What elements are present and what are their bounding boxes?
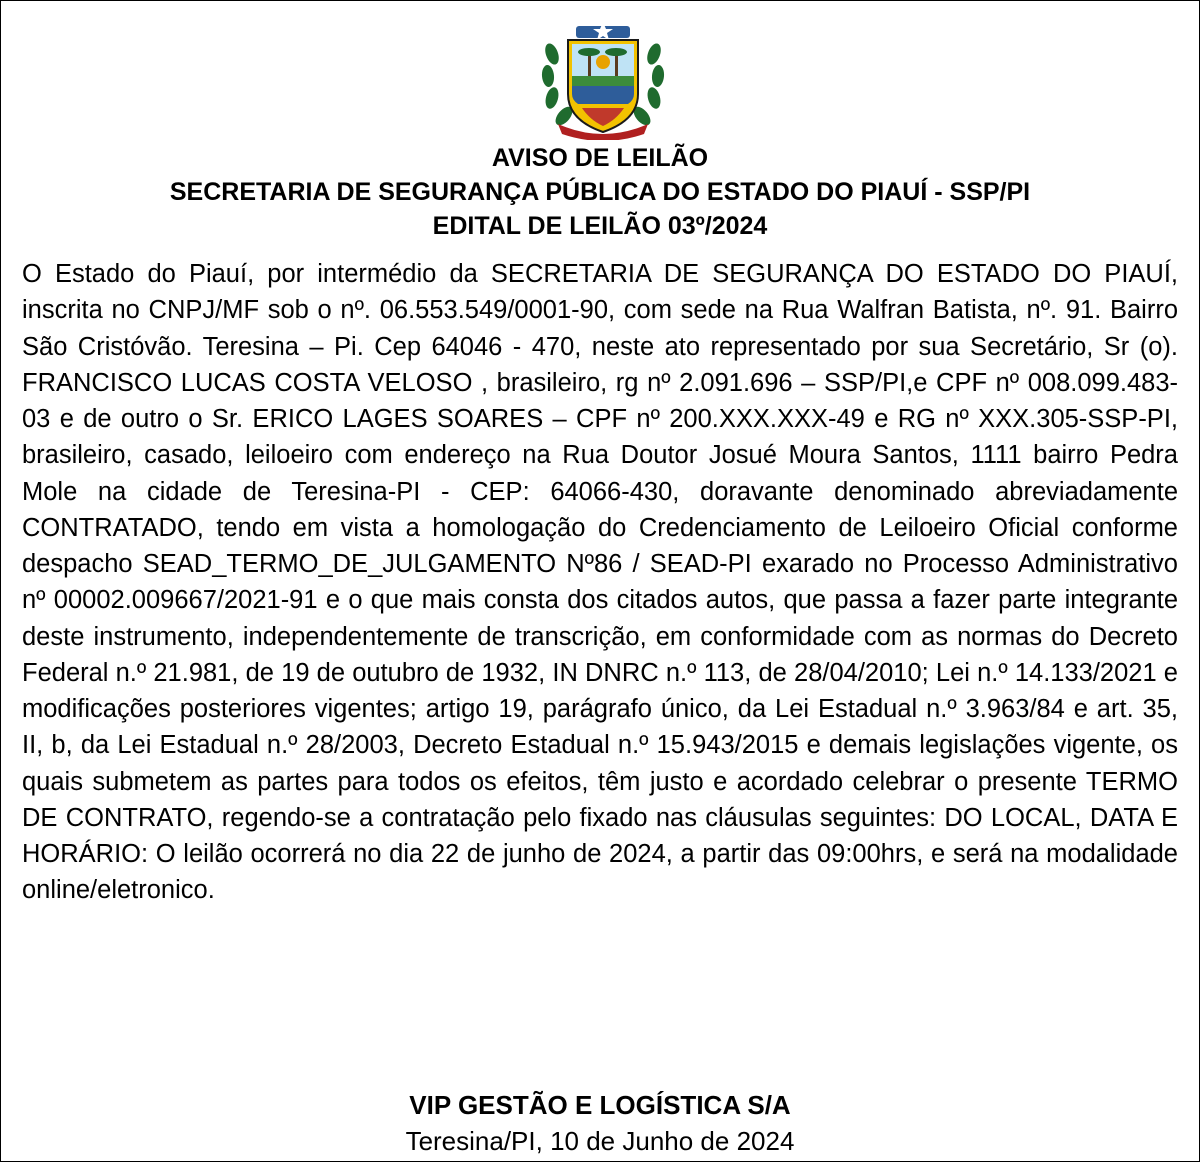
- agency-name: SECRETARIA DE SEGURANÇA PÚBLICA DO ESTADO DO PIAUÍ - SSP/PI: [169, 178, 1031, 206]
- notice-body-paragraph: O Estado do Piauí, por intermédio da SECRETARIA DE SEGURANÇA DO ESTADO DO PIAUÍ, inscrita no CNPJ/MF sob o nº. 06.553.549/0001-90, com sede na Rua Walfran Batista, nº. 91. Bairro São Cristóvão. Teresina – Pi. Cep 64046 - 470, neste ato representado por sua Secretário, Sr (o). FRANCISCO LUCAS COSTA VELOSO , brasileiro, rg nº 2.091.696 – SSP/PI,e CPF nº 008.099.483-03 e de outro o Sr. ERICO LAGES SOARES – CPF nº 200.XXX.XXX-49 e RG nº XXX.305-SSP-PI, brasileiro, casado, leiloeiro com endereço na Rua Doutor Josué Moura Santos, 1111 bairro Pedra Mole na cidade de Teresina-PI - CEP: 64066-430, doravante denominado abreviadamente CONTRATADO, tendo em vista a homologação do Credenciamento de Leiloeiro Oficial conforme despacho SEAD_TERMO_DE_JULGAMENTO Nº86 / SEAD-PI exarado no Processo Administrativo nº 00002.009667/2021-91 e o que mais consta dos citados autos, que passa a fazer parte integrante deste instrumento, independentemente de transcrição, em conformidade com as normas do Decreto Federal n.º 21.981, de 19 de outubro de 1932, IN DNRC n.º 113, de 28/04/2010; Lei n.º 14.133/2021 e modificações posteriores vigentes; artigo 19, parágrafo único, da Lei Estadual n.º 3.963/84 e art. 35, II, b, da Lei Estadual n.º 28/2003, Decreto Estadual n.º 15.943/2015 e demais legislações vigente, os quais submetem as partes para todos os efeitos, têm justo e acordado celebrar o presente TERMO DE CONTRATO, regendo-se a contratação pelo fixado nas cláusulas seguintes: DO LOCAL, DATA E HORÁRIO: O leilão ocorrerá no dia 22 de junho de 2024, a partir das 09:00hrs, e será na modalidade online/eletronico.: [22, 260, 1178, 905]
- place-and-date: Teresina/PI, 10 de Junho de 2024: [405, 1126, 795, 1156]
- company-name: VIP GESTÃO E LOGÍSTICA S/A: [409, 1090, 791, 1120]
- notice-title: AVISO DE LEILÃO: [491, 144, 709, 172]
- piaui-coat-of-arms-icon: [536, 20, 670, 140]
- notice-headings: [0, 141, 1200, 243]
- notice-footer: [0, 1086, 1200, 1158]
- edict-number: EDITAL DE LEILÃO 03º/2024: [432, 212, 768, 240]
